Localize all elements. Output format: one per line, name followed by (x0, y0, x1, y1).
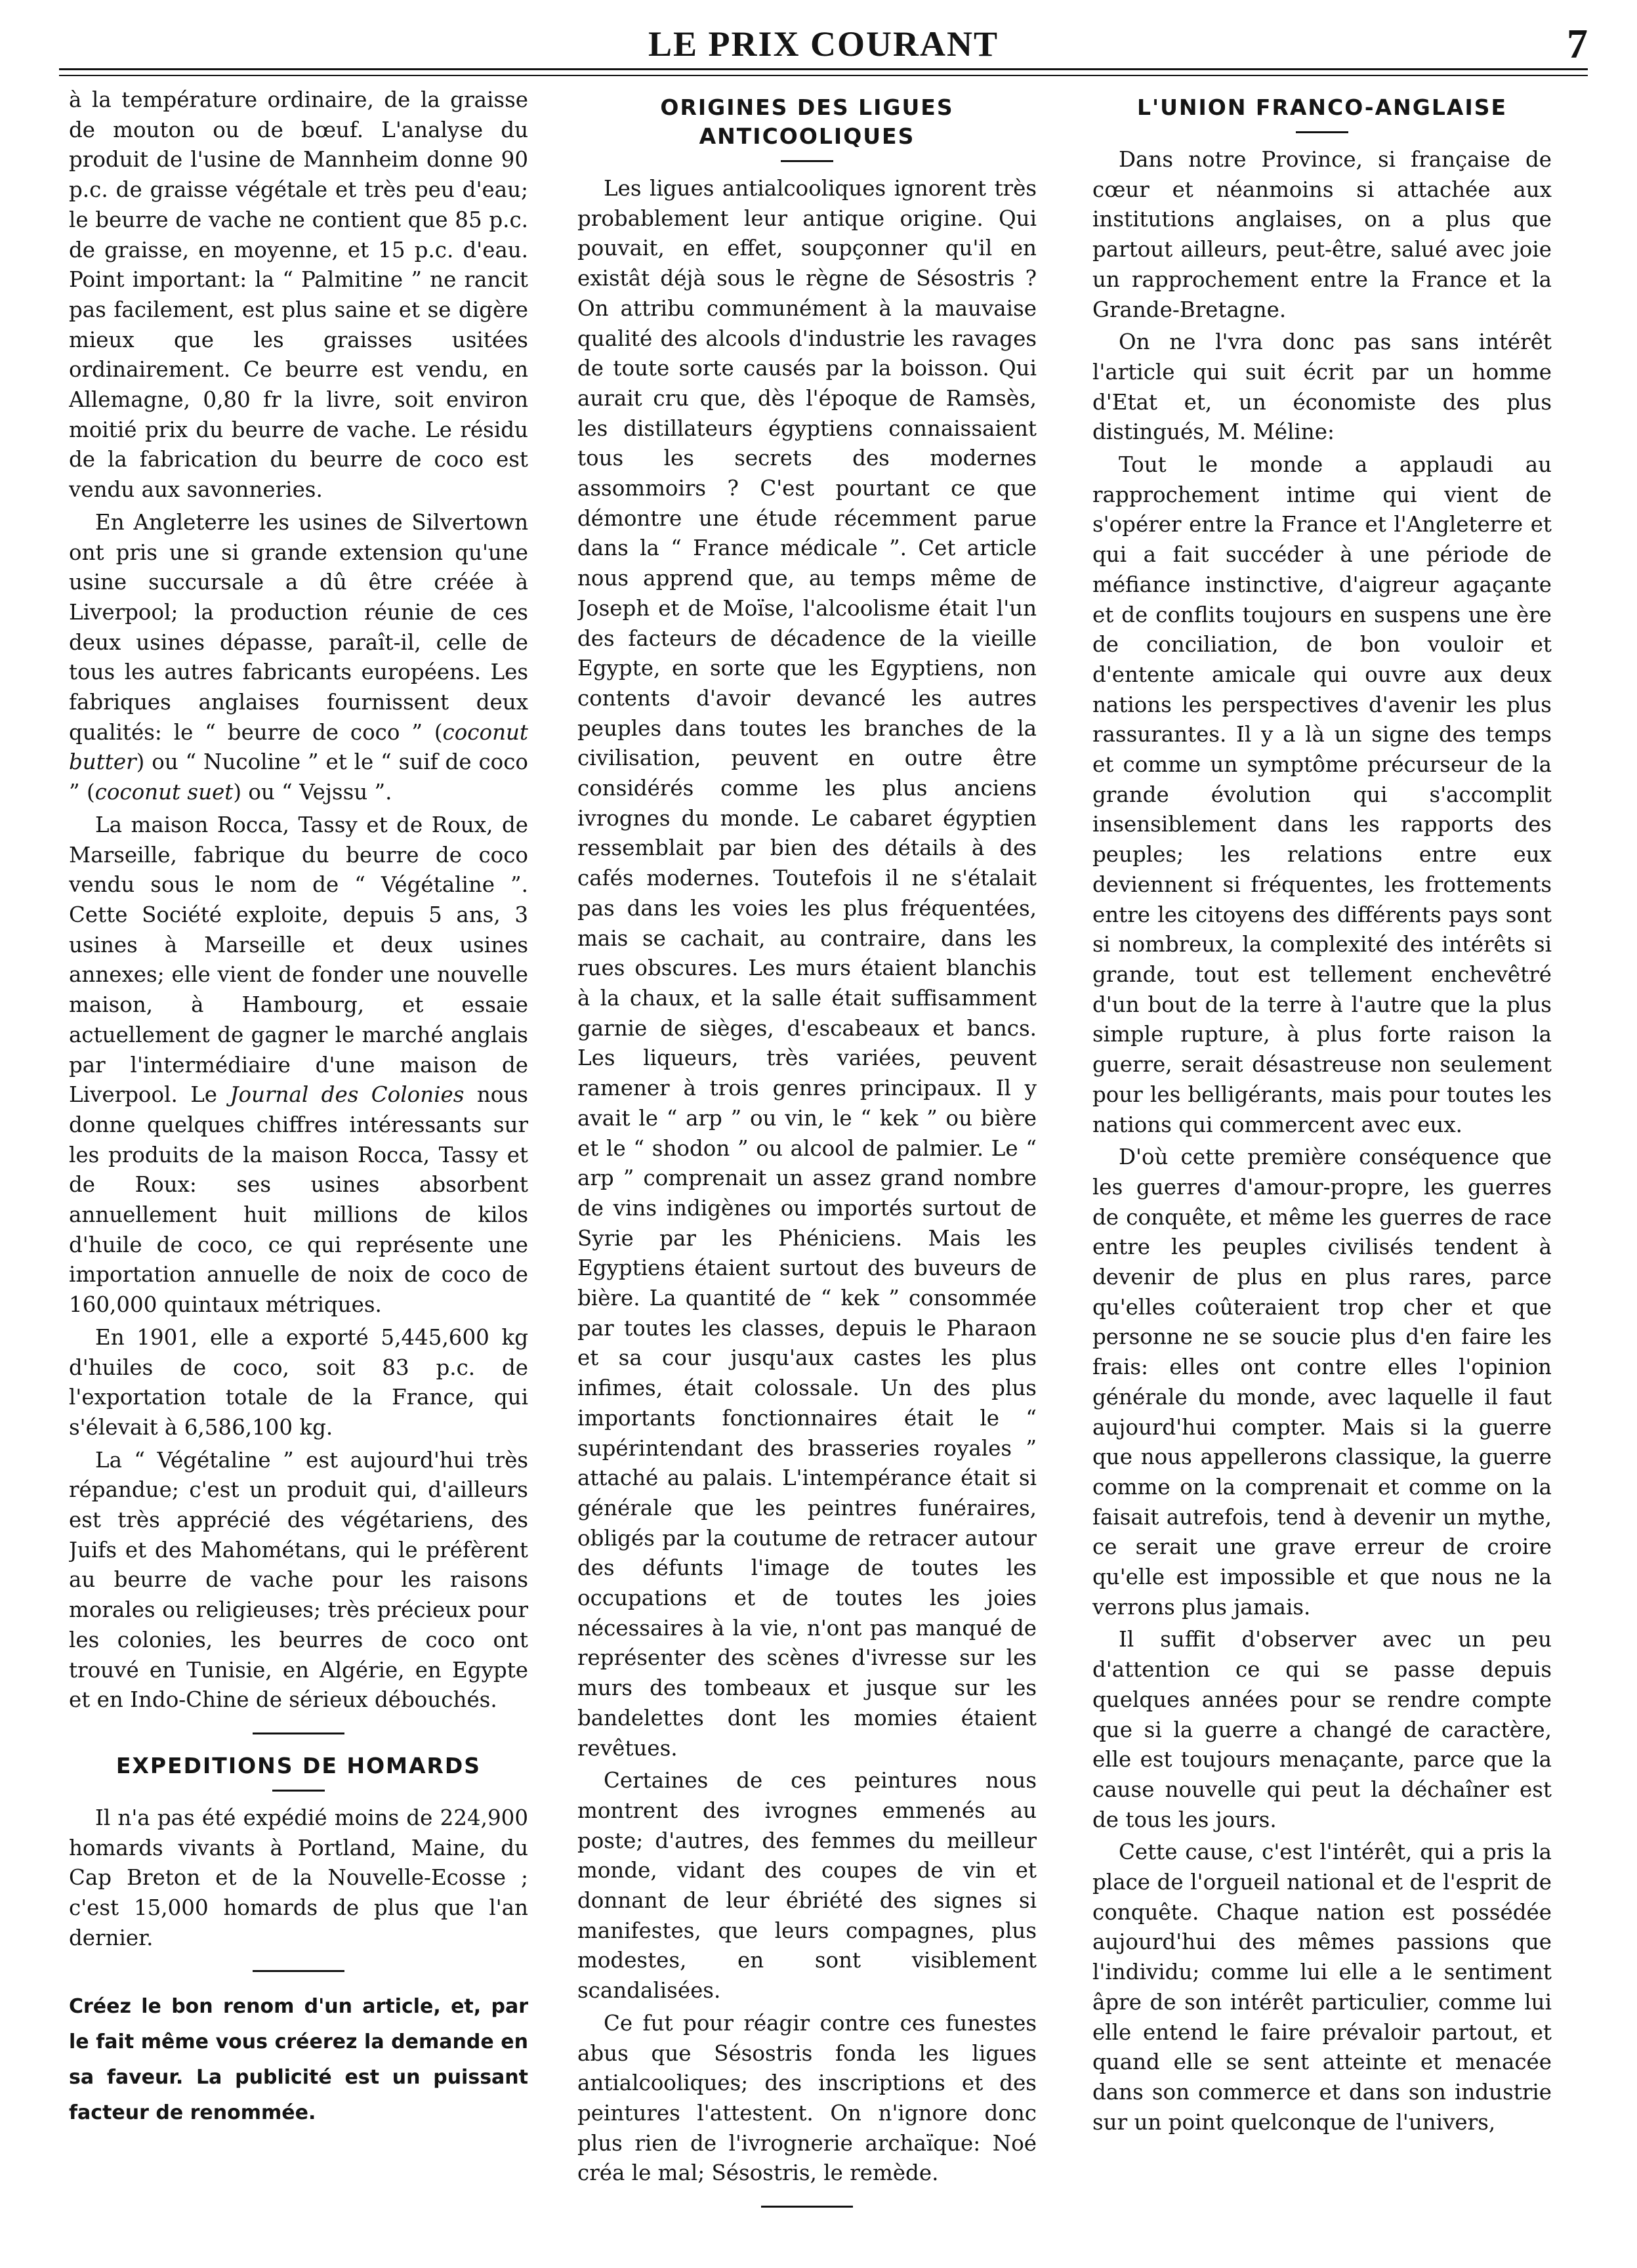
paragraph: Il suffit d'observer avec un peu d'attention ce qui se passe depuis quelques années pour se rendre compte que si la guerre a changé de caractère, elle est toujours menaçante, parce que la cause nouvelle qui peut la déchaîner est de tous les jours. (1092, 1627, 1552, 1832)
italic-title: Journal des Colonies (230, 1082, 465, 1108)
header-rule-secondary (59, 75, 1588, 76)
advertising-notice: Créez le bon renom d'un article, et, par le fait même vous créerez la demande en sa faveur. La publicité est un puissant facteur de renommée. (69, 1995, 528, 2125)
italic-term: coconut suet (94, 780, 234, 805)
column-3 (1092, 85, 1552, 2231)
paragraph (69, 810, 528, 1320)
paragraph: Les ligues antialcooliques ignorent très probablement leur antique origine. Qui pouvait, en effet, soupçonner qu'il en existât déjà sous le règne de Sésostris ? On attribu communément à la mauvaise qualité des alcools d'industrie les ravages de toute sorte causés par la boisson. Qui aurait cru que, dès l'époque de Ramsès, les distillateurs égyptiens connaissaient tous les secrets des modernes assommoirs ? C'est pourtant ce que démontre une étude récemment parue dans la “ France médicale ”. Cet article nous apprend que, au temps même de Joseph et de Moïse, l'alcoolisme était l'un des facteurs de décadence de la vieille Egypte, en sorte que les Egyptiens, non contents d'avoir devancé les autres peuples dans toutes les branches de la civilisation, peuvent en outre être considérés comme les plus anciens ivrognes du monde. Le cabaret égyptien ressemblait par bien des détails à des cafés modernes. Toutefois il ne s'étalait pas dans les voies les plus fréquentées, mais se cachait, au contraire, dans les rues obscures. Les murs étaient blanchis à la chaux, et la salle était suffisamment garnie de sièges, d'escabeaux et bancs. Les liqueurs, très variées, peuvent ramener à trois genres principaux. Il y avait le “ arp ” ou vin, le “ kek ” ou bière et le “ shodon ” ou alcool de palmier. Le “ arp ” comprenait un assez grand nombre de vins indigènes ou importés surtout de Syrie par les Phéniciens. Mais les Egyptiens étaient surtout des buveurs de bière. La quantité de “ kek ” consommée par toutes les classes, depuis le Pharaon et sa cour jusqu'aux castes les plus infimes, était colossale. Un des plus importants fonctionnaires était le “ supérintendant des brasseries royales ” attaché au palais. L'intempérance était si générale que les peintres funéraires, obligés par la coutume de retracer autour des défunts l'image de toutes les occupations et de toutes les joies nécessaires à la vie, n'ont pas manqué de représenter des scènes d'ivresse sur les murs des tombeaux et jusque sur les bandelettes dont les momies étaient revêtues. (577, 176, 1037, 1761)
article-heading: L'UNION FRANCO-ANGLAISE (1136, 94, 1508, 120)
section-divider (253, 1970, 344, 1972)
header-rule (59, 68, 1588, 70)
page-header (59, 20, 1588, 72)
heading-rule (781, 160, 833, 162)
paragraph: Ce fut pour réagir contre ces funestes abus que Sésostris fonda les ligues antialcooliques; des inscriptions et des peintures l'attestent. On n'ignore donc plus rien de l'ivrognerie archaïque: Noé créa le mal; Sésostris, le remède. (577, 2010, 1037, 2186)
paragraph (69, 508, 528, 808)
paragraph: Dans notre Province, si française de cœur et néanmoins si attachée aux institutions anglaises, on a plus que partout ailleurs, peut-être, salué avec joie un rapprochement entre la France et la Grande-Bretagne. (1092, 147, 1552, 322)
paragraph: En 1901, elle a exporté 5,445,600 kg d'huiles de coco, soit 83 p.c. de l'exportation totale de la France, qui s'élevait à 6,586,100 kg. (69, 1324, 528, 1440)
section-divider (761, 2206, 853, 2208)
text-run: nous donne quelques chiffres intéressants sur les produits de la maison Rocca, Tassy et de Roux: ses usines absorbent annuellement huit millions de kilos d'huile de coco, ce qui représente une importation annuelle de noix de coco de 160,000 quintaux métriques. (69, 1082, 528, 1318)
paragraph: Il n'a pas été expédié moins de 224,900 homards vivants à Portland, Maine, du Cap Breton et de la Nouvelle-Ecosse ; c'est 15,000 homards de plus que l'an dernier. (69, 1805, 528, 1950)
text-run: ) ou “ Nucoline ” et le “ suif de coco ” ( (69, 749, 528, 805)
column-2 (577, 85, 1037, 2231)
paragraph: D'où cette première conséquence que les guerres d'amour-propre, les guerres de conquête, et même les guerres de race entre les peuples civilisés tendent à devenir de plus en plus rares, parce qu'elles coûteraient trop cher et que personne ne se soucie plus d'en faire les frais: elles ont contre elles l'opinion générale du monde, avec laquelle il faut aujourd'hui compter. Mais si la guerre que nous appellerons classique, la guerre comme on la comprenait et comme on la faisait autrefois, tend à devenir un mythe, ce serait une grave erreur de croire qu'elle est impossible et que nous ne la verrons plus jamais. (1092, 1144, 1552, 1620)
text-run: En Angleterre les usines de Silvertown ont pris une si grande extension qu'une usine succursale a dû être créée à Liverpool; la production réunie de ces deux usines dépasse, paraît-il, celle de tous les autres fabricants européens. Les fabriques anglaises fournissent deux qualités: le “ beurre de coco ” ( (69, 509, 528, 745)
section-divider (253, 1732, 344, 1734)
heading-rule (1296, 131, 1348, 133)
text-run: La maison Rocca, Tassy et de Roux, de Marseille, fabrique du beurre de coco vendu sous le nom de “ Végétaline ”. Cette Société exploite, depuis 5 ans, 3 usines à Marseille et deux usines annexes; elle vient de fonder une nouvelle maison, à Hambourg, et essaie actuellement de gagner le marché anglais par l'intermédiaire d'une maison de Liverpool. Le (69, 812, 528, 1108)
paragraph: à la température ordinaire, de la graisse de mouton ou de bœuf. L'analyse du produit de l'usine de Mannheim donne 90 p.c. de graisse végétale et très peu d'eau; le beurre de vache ne contient que 85 p.c. de graisse, en moyenne, et 15 p.c. d'eau. Point important: la “ Palmitine ” ne rancit pas facilement, est plus saine et se digère mieux que les graisses usitées ordinairement. Ce beurre est vendu, en Allemagne, 0,80 fr la livre, soit environ moitié prix du beurre de vache. Le résidu de la fabrication du beurre de coco est vendu aux savonneries. (69, 87, 528, 503)
text-run: ) ou “ Vejssu ”. (233, 780, 392, 805)
heading-rule (272, 1790, 325, 1792)
paragraph: On ne l'vra donc pas sans intérêt l'article qui suit écrit par un homme d'Etat et, un économiste des plus distingués, M. Méline: (1092, 329, 1552, 445)
page-number: 7 (1567, 20, 1588, 67)
paragraph: Certaines de ces peintures nous montrent des ivrognes emmenés au poste; d'autres, des femmes du meilleur monde, vidant des coupes de vin et donnant de leur ébriété des signes si manifestes, que leurs compagnes, plus modestes, en sont visiblement scandalisées. (577, 1768, 1037, 2004)
paragraph: Tout le monde a applaudi au rapprochement intime qui vient de s'opérer entre la France et l'Angleterre et qui a fait succéder à une période de méfiance instinctive, d'aigreur agaçante et de conflits toujours en suspens une ère de conciliation, de bon vouloir et d'entente amicale qui ouvre aux deux nations les perspectives d'avenir les plus rassurantes. Il y a là un signe des temps et comme un symptôme précurseur de la grande évolution qui s'accomplit insensiblement dans les rapports des peuples; les relations entre eux deviennent si fréquentes, les frottements entre les citoyens des différents pays sont si nombreux, la complexité des intérêts si grande, tout est tellement enchevêtré d'un bout de la terre à l'autre que la plus simple rupture, à plus forte raison la guerre, serait désastreuse non seulement pour les belligérants, mais pour toutes les nations qui commercent avec eux. (1092, 452, 1552, 1137)
paragraph: La “ Végétaline ” est aujourd'hui très répandue; c'est un produit qui, d'ailleurs est très apprécié des végétariens, des Juifs et des Mahométans, qui le préfèrent au beurre de vache pour les raisons morales ou religieuses; très précieux pour les colonies, les beurres de coco ont trouvé en Tunisie, en Algérie, en Egypte et en Indo-Chine de sérieux débouchés. (69, 1447, 528, 1713)
article-heading: EXPEDITIONS DE HOMARDS (115, 1752, 482, 1778)
italic-term: coconut butter (69, 719, 528, 775)
article-heading: ORIGINES DES LIGUES ANTICOOLIQUES (660, 94, 954, 149)
paragraph: Cette cause, c'est l'intérêt, qui a pris la place de l'orgueil national et de l'esprit de conquête. Chaque nation est possédée aujourd'hui des mêmes passions que l'individu; comme lui elle a le sentiment âpre de son intérêt particulier, comme lui elle entend le faire prévaloir partout, et quand elle se sent atteinte et menacée dans son commerce et dans son industrie sur un point quelconque de l'univers, (1092, 1839, 1552, 2135)
column-1 (69, 85, 528, 2231)
publication-title: LE PRIX COURANT (648, 24, 999, 64)
